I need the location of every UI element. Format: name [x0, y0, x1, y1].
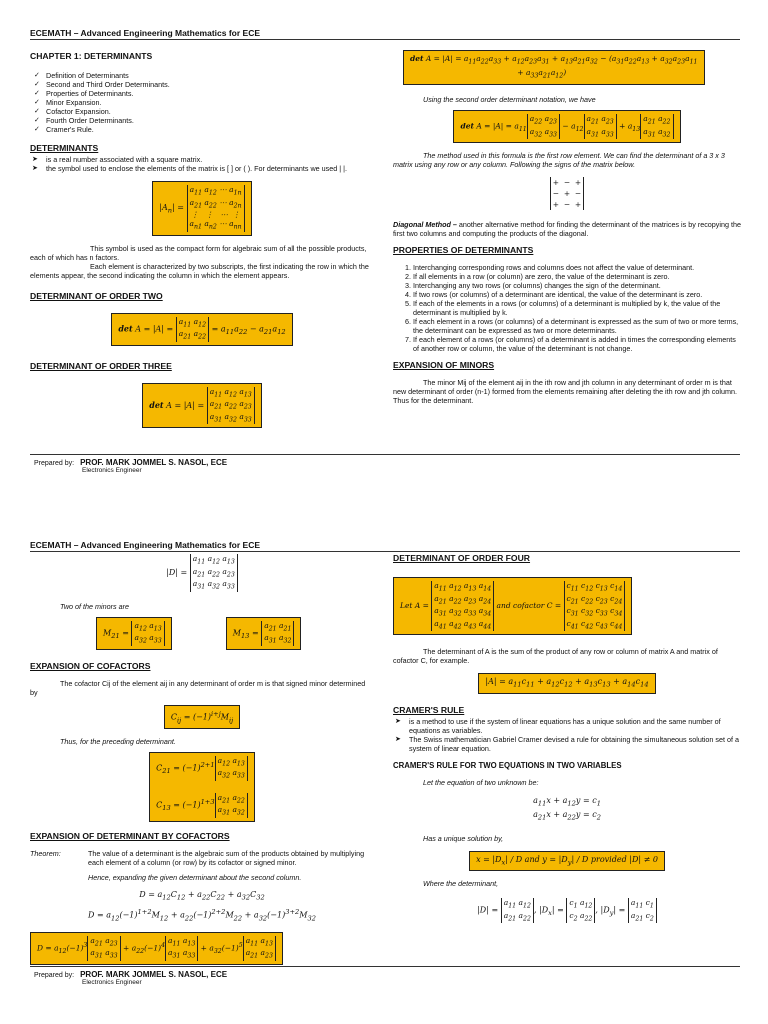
- section-title: DETERMINANTS: [30, 143, 99, 153]
- theorem-label: Theorem:: [30, 848, 61, 858]
- topic-item: ✓ Minor Expansion.: [46, 98, 374, 107]
- right-column: [393, 50, 741, 405]
- footer-rule: [30, 454, 740, 455]
- section-title: EXPANSION OF MINORS: [393, 360, 495, 370]
- author-name: PROF. MARK JOMMEL S. NASOL, ECE: [80, 458, 228, 467]
- property-item: 6. If each element in a rows (or columns) of a determinant is expressed as the sum of two or more terms, the determinant can be expressed as two or more determinants.: [413, 317, 741, 335]
- theorem-text: The value of a determinant is the algebraic sum of the products obtained by multiplying each element of a column (or row) by its cofactor or signed minor.: [88, 848, 365, 867]
- section-title: EXPANSION OF DETERMINANT BY COFACTORS: [30, 830, 230, 841]
- subscript-paragraph: Each element is characterized by two subscripts, the first indicating the row in which the elements appear, the second indicating the column in which the element appears.: [30, 261, 369, 280]
- symbol-paragraph: This symbol is used as the compact form for algebraic sum of all the possible products, each of which has n factors.: [30, 243, 367, 262]
- formula-d-minors: $D = a_{12}(-1)^{1+2}M_{12} + a_{22}(-1)^{2+2}M_{22} + a_{32}(-1)^{3+2}M_{32}$: [88, 908, 316, 923]
- page-2: [0, 512, 768, 1024]
- formula-cij: $C_{ij} = (-1)^{i+j}M_{ij}$: [30, 705, 374, 729]
- property-list: [393, 263, 741, 353]
- topic-item: ✓ Cramer's Rule.: [46, 125, 374, 134]
- topic-list: [30, 71, 374, 134]
- bullet-item: ➤ is a method to use if the system of linear equations has a unique solution and the same number of equations as variables.: [409, 717, 741, 735]
- property-item: 2. If all elements in a row (or column) are zero, the value of the determinant is zero.: [413, 272, 741, 281]
- note: Thus, for the preceding determinant.: [60, 736, 176, 746]
- left-column: [30, 554, 374, 965]
- diagonal-paragraph: [393, 220, 741, 238]
- section-title: DETERMINANT OF ORDER FOUR: [393, 553, 531, 563]
- header-rule: [30, 39, 740, 40]
- right-column: [393, 554, 741, 923]
- formula-det-a: $|A| = a_{11}c_{11} + a_{12}c_{12} + a_{13}c_{13} + a_{14}c_{14}$: [393, 673, 741, 694]
- diagonal-text: another alternative method for finding the determinant of the matrices is by recopying the first two columns and computing the products of the diagonal.: [393, 220, 741, 238]
- topic-item: ✓ Second and Third Order Determinants.: [46, 80, 374, 89]
- author-title: Electronics Engineer: [82, 467, 142, 474]
- topic-item: ✓ Fourth Order Determinants.: [46, 116, 374, 125]
- property-item: 4. If two rows (or columns) of a determinant are identical, the value of the determinant is zero.: [413, 290, 741, 299]
- topic-item: ✓ Definition of Determinants: [46, 71, 374, 80]
- bullet-item: ➤ the symbol used to enclose the elements of the matrix is [ ] or ( ). For determinants we used | |.: [46, 164, 374, 173]
- note: Using the second order determinant notation, we have: [423, 95, 596, 104]
- formula-determinants-d: $|D| = a_{11}$ $a_{12}$ $a_{21}$ $a_{22}$, $|D_x| = c_1$ $a_{12}$ $c_2$ $a_{22}$, $|D_y| = a_{11}$ $c_1$ $a_{21}$ $c_2$: [393, 898, 741, 923]
- sign-matrix: + − + − + − + − +: [393, 177, 741, 210]
- section-title: DETERMINANT OF ORDER THREE: [30, 360, 172, 371]
- property-item: 5. If each of the elements in a rows (or columns) of a determinant is multiplied by k, the value of the determinant is multiplied by k.: [413, 299, 741, 317]
- note: Let the equation of two unknown be:: [423, 777, 539, 787]
- linear-system: $a_{11}x + a_{12}y = c_1$ $a_{21}x + a_{22}y = c_2$: [533, 795, 601, 822]
- determinant-bullets: [30, 155, 374, 173]
- formula-cofactor-expansion: $\det A = |A| = a_{11}a_{22}$ $a_{23}$ $a_{32}$ $a_{33} - a_{12}a_{21}$ $a_{23}$ $a_{31}$ $a_{33} + a_{13}a_{21}$ $a_{22}$ $a_{31}$ $a_{32}$: [393, 110, 741, 143]
- topic-item: ✓ Properties of Determinants.: [46, 89, 374, 98]
- property-item: 3. Interchanging any two rows (or columns) changes the sign of the determinant.: [413, 281, 741, 290]
- prepared-by: [34, 970, 227, 979]
- formula-an: $|A_n| = a_{11}$ $a_{12}$ ⋯ $a_{1n}$ $a_{21}$ $a_{22}$ ⋯ $a_{2n}$ ⋮ ⋮ ⋯ ⋮ $a_{n1}$ $a_{n2}$ ⋯ $a_{nn}$: [30, 181, 374, 236]
- property-item: 7. If each element of a rows (or columns) of a determinant is added in times the corresponding elements of another row or column, the value of the determinant is not change.: [413, 335, 741, 353]
- note: Has a unique solution by,: [423, 833, 504, 843]
- formula-c21-c13: $C_{21} = (-1)^{2+1}$ $a_{12}$ $a_{13}$ $a_{32}$ $a_{33}$ $C_{13} = (-1)^{1+3}$ $a_{21}$ $a_{22}$ $a_{31}$ $a_{32}$: [30, 752, 374, 822]
- header-rule: [30, 551, 740, 552]
- formula-d: $|D| = a_{11}$ $a_{12}$ $a_{13}$ $a_{21}$ $a_{22}$ $a_{23}$ $a_{31}$ $a_{32}$ $a_{33}$: [30, 554, 374, 592]
- first-row-paragraph: The method used in this formula is the first row element. We can find the determinant of a 3 x 3 matrix using any row or any column. Following the signs of the matrix below.: [393, 151, 725, 169]
- diagonal-label: Diagonal Method –: [393, 220, 457, 229]
- section-title: EXPANSION OF COFACTORS: [30, 660, 151, 671]
- page-header: ECEMATH – Advanced Engineering Mathematics for ECE: [30, 540, 261, 550]
- section-title: CRAMER'S RULE FOR TWO EQUATIONS IN TWO VARIABLES: [393, 760, 622, 770]
- formula-d-full: $D = a_{12}(-1)^3a_{21}$ $a_{23}$ $a_{31}$ $a_{33} + a_{22}(-1)^4a_{11}$ $a_{13}$ $a_{31}$ $a_{33} + a_{32}(-1)^5a_{11}$ $a_{13}$ $a_{21}$ $a_{23}$: [30, 932, 374, 965]
- formula-order-four: Let $A = a_{11}$ $a_{12}$ $a_{13}$ $a_{14}$ $a_{21}$ $a_{22}$ $a_{23}$ $a_{24}$ $a_{31}$ $a_{32}$ $a_{33}$ $a_{34}$ $a_{41}$ $a_{42}$ $a_{43}$ $a_{44}$ and cofactor $C = c_{11}$ $c_{12}$ $c_{13}$ $c_{14}$ $c_{21}$ $c_{22}$ $c_{23}$ $c_{24}$ $c_{31}$ $c_{32}$ $c_{33}$ $c_{34}$ $c_{41}$ $c_{42}$ $c_{43}$ $c_{44}$: [393, 577, 741, 635]
- note: Two of the minors are: [60, 601, 129, 611]
- theorem: [30, 849, 374, 867]
- formula-d-expansion: $D = a_{12}C_{12} + a_{22}C_{22} + a_{32}C_{32}$: [139, 889, 265, 902]
- minor-formulas: [30, 617, 374, 650]
- page-header: ECEMATH – Advanced Engineering Mathematics for ECE: [30, 28, 261, 38]
- formula-order-three: $\det A = |A| = a_{11}$ $a_{12}$ $a_{13}$ $a_{21}$ $a_{22}$ $a_{23}$ $a_{31}$ $a_{32}$ $a_{33}$: [30, 383, 374, 429]
- prepared-by: [34, 458, 227, 467]
- footer-rule: [30, 966, 740, 967]
- note: Hence, expanding the given determinant about the second column.: [88, 872, 302, 882]
- prepared-label: Prepared by:: [34, 972, 75, 979]
- topic-item: ✓ Cofactor Expansion.: [46, 107, 374, 116]
- prepared-label: Prepared by:: [34, 460, 75, 467]
- author-title: Electronics Engineer: [82, 979, 142, 986]
- formula-order-two: $\det A = |A| = a_{11}$ $a_{12}$ $a_{21}$ $a_{22} = a_{11}a_{22} - a_{21}a_{12}$: [30, 313, 374, 346]
- left-column: [30, 52, 374, 428]
- author-name: PROF. MARK JOMMEL S. NASOL, ECE: [80, 970, 228, 979]
- minors-paragraph: The minor Mij of the element aij in the ith row and jth column in any determinant of order m is that new determinant of order (n-1) formed from the elements remaining after deleting the ith row and jth column. Thus for the determinant.: [393, 378, 737, 405]
- formula-m21: $M_{21} = a_{12}$ $a_{13}$ $a_{32}$ $a_{33}$: [96, 617, 172, 650]
- order-four-paragraph: The determinant of A is the sum of the product of any row or column of matrix A and matrix of cofactor C, for example.: [393, 647, 718, 665]
- formula-third-order: $\det A = |A| = a_{11}a_{22}a_{33} + a_{12}a_{23}a_{31} + a_{13}a_{21}a_{32} - (a_{31}a_{22}a_{13} + a_{32}a_{23}a_{11}$ + $a_{33}a_{21}a_{12}$): [403, 50, 741, 85]
- section-title: DETERMINANT OF ORDER TWO: [30, 290, 163, 301]
- section-title: CRAMER'S RULE: [393, 704, 465, 715]
- bullet-item: ➤ is a real number associated with a square matrix.: [46, 155, 374, 164]
- formula-cramer-solution: $x = |D_x| / D$ and $y = |D_y| / D$ provided |D| ≠ 0: [393, 851, 741, 872]
- chapter-title: CHAPTER 1: DETERMINANTS: [30, 51, 153, 61]
- property-item: 1. Interchanging corresponding rows and columns does not affect the value of determinant.: [413, 263, 741, 272]
- cramer-bullets: [393, 717, 741, 753]
- section-title: PROPERTIES OF DETERMINANTS: [393, 245, 534, 255]
- formula-m13: $M_{13} = a_{21}$ $a_{21}$ $a_{31}$ $a_{32}$: [226, 617, 302, 650]
- bullet-item: ➤ The Swiss mathematician Gabriel Cramer devised a rule for obtaining the simultaneous solution set of a system of linear equation.: [409, 735, 741, 753]
- note: Where the determinant,: [423, 879, 499, 889]
- cofactor-paragraph: The cofactor Cij of the element aij in any determinant of order m is that signed minor determined by: [30, 678, 366, 697]
